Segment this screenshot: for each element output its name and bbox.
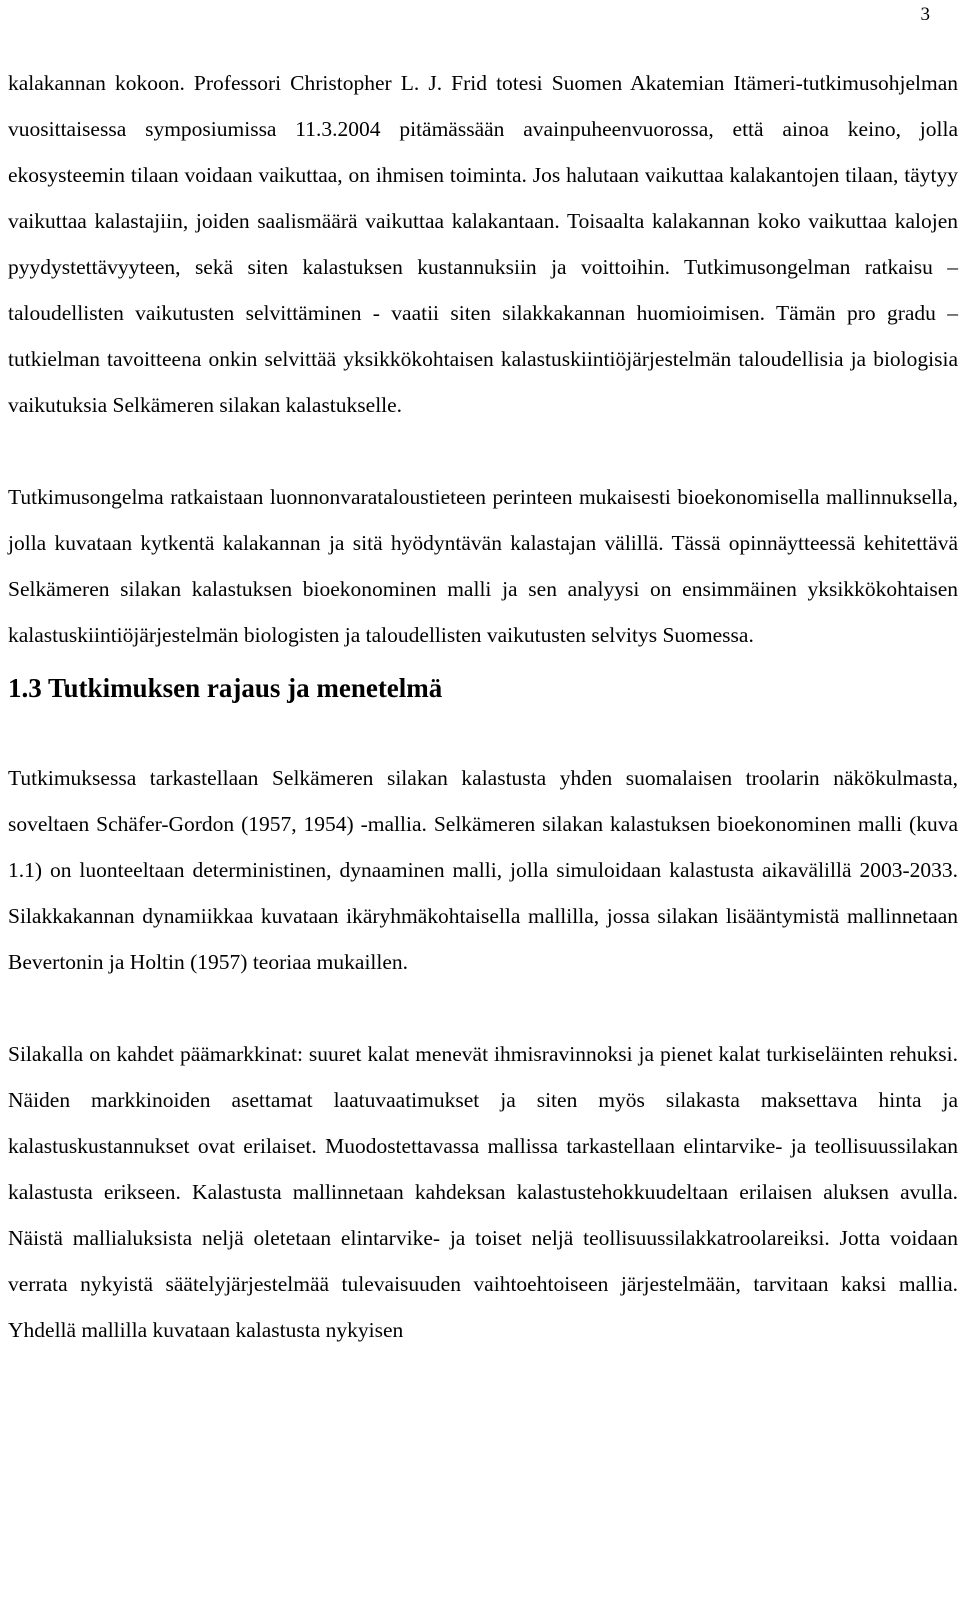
paragraph-model-description: Tutkimuksessa tarkastellaan Selkämeren silakan kalastusta yhden suomalaisen troolarin näkökulmasta, soveltaen Schäfer-Gordon (1957, 1954) -mallia. Selkämeren silakan kalastuksen bioekonominen malli (kuva 1.1) on luonteeltaan deterministinen, dynaaminen malli, jolla simuloidaan kalastusta aikavälillä 2003-2033. Silakkakannan dynamiikkaa kuvataan ikäryhmäkohtaisella mallilla, jossa silakan lisääntymistä mallinnetaan Bevertonin ja Holtin (1957) teoriaa mukaillen.	[8, 766, 958, 974]
page-content	[8, 60, 958, 1353]
paragraph-research-problem: Tutkimusongelma ratkaistaan luonnonvarataloustieteen perinteen mukaisesti bioekonomisella mallinnuksella, jolla kuvataan kytkentä kalakannan ja sitä hyödyntävän kalastajan välillä. Tässä opinnäytteessä kehitettävä Selkämeren silakan kalastuksen bioekonominen malli ja sen analyysi on ensimmäinen yksikkökohtaisen kalastuskiintiöjärjestelmän biologisten ja taloudellisten vaikutusten selvitys Suomessa.	[8, 485, 958, 647]
section-heading: 1.3 Tutkimuksen rajaus ja menetelmä	[8, 673, 443, 703]
page-number: 3	[920, 4, 930, 25]
paragraph-research-background: kalakannan kokoon. Professori Christopher L. J. Frid totesi Suomen Akatemian Itämeri-tutkimusohjelman vuosittaisessa symposiumissa 11.3.2004 pitämässään avainpuheenvuorossa, että ainoa keino, jolla ekosysteemin tilaan voidaan vaikuttaa, on ihmisen toiminta. Jos halutaan vaikuttaa kalakantojen tilaan, täytyy vaikuttaa kalastajiin, joiden saalismäärä vaikuttaa kalakantaan. Toisaalta kalakannan koko vaikuttaa kalojen pyydystettävyyteen, sekä siten kalastuksen kustannuksiin ja voittoihin. Tutkimusongelman ratkaisu – taloudellisten vaikutusten selvittäminen - vaatii siten silakkakannan huomioimisen. Tämän pro gradu –tutkielman tavoitteena onkin selvittää yksikkökohtaisen kalastuskiintiöjärjestelmän taloudellisia ja biologisia vaikutuksia Selkämeren silakan kalastukselle.	[8, 71, 958, 417]
paragraph-market-description: Silakalla on kahdet päämarkkinat: suuret kalat menevät ihmisravinnoksi ja pienet kalat turkiseläinten rehuksi. Näiden markkinoiden asettamat laatuvaatimukset ja siten myös silakasta maksettava hinta ja kalastuskustannukset ovat erilaiset. Muodostettavassa mallissa tarkastellaan elintarvike- ja teollisuussilakan kalastusta erikseen. Kalastusta mallinnetaan kahdeksan kalastustehokkuudeltaan erilaisen aluksen avulla. Näistä mallialuksista neljä oletetaan elintarvike- ja toiset neljä teollisuussilakkatroolareiksi. Jotta voidaan verrata nykyistä säätelyjärjestelmää tulevaisuuden vaihtoehtoiseen järjestelmään, tarvitaan kaksi mallia. Yhdellä mallilla kuvataan kalastusta nykyisen	[8, 1042, 958, 1342]
